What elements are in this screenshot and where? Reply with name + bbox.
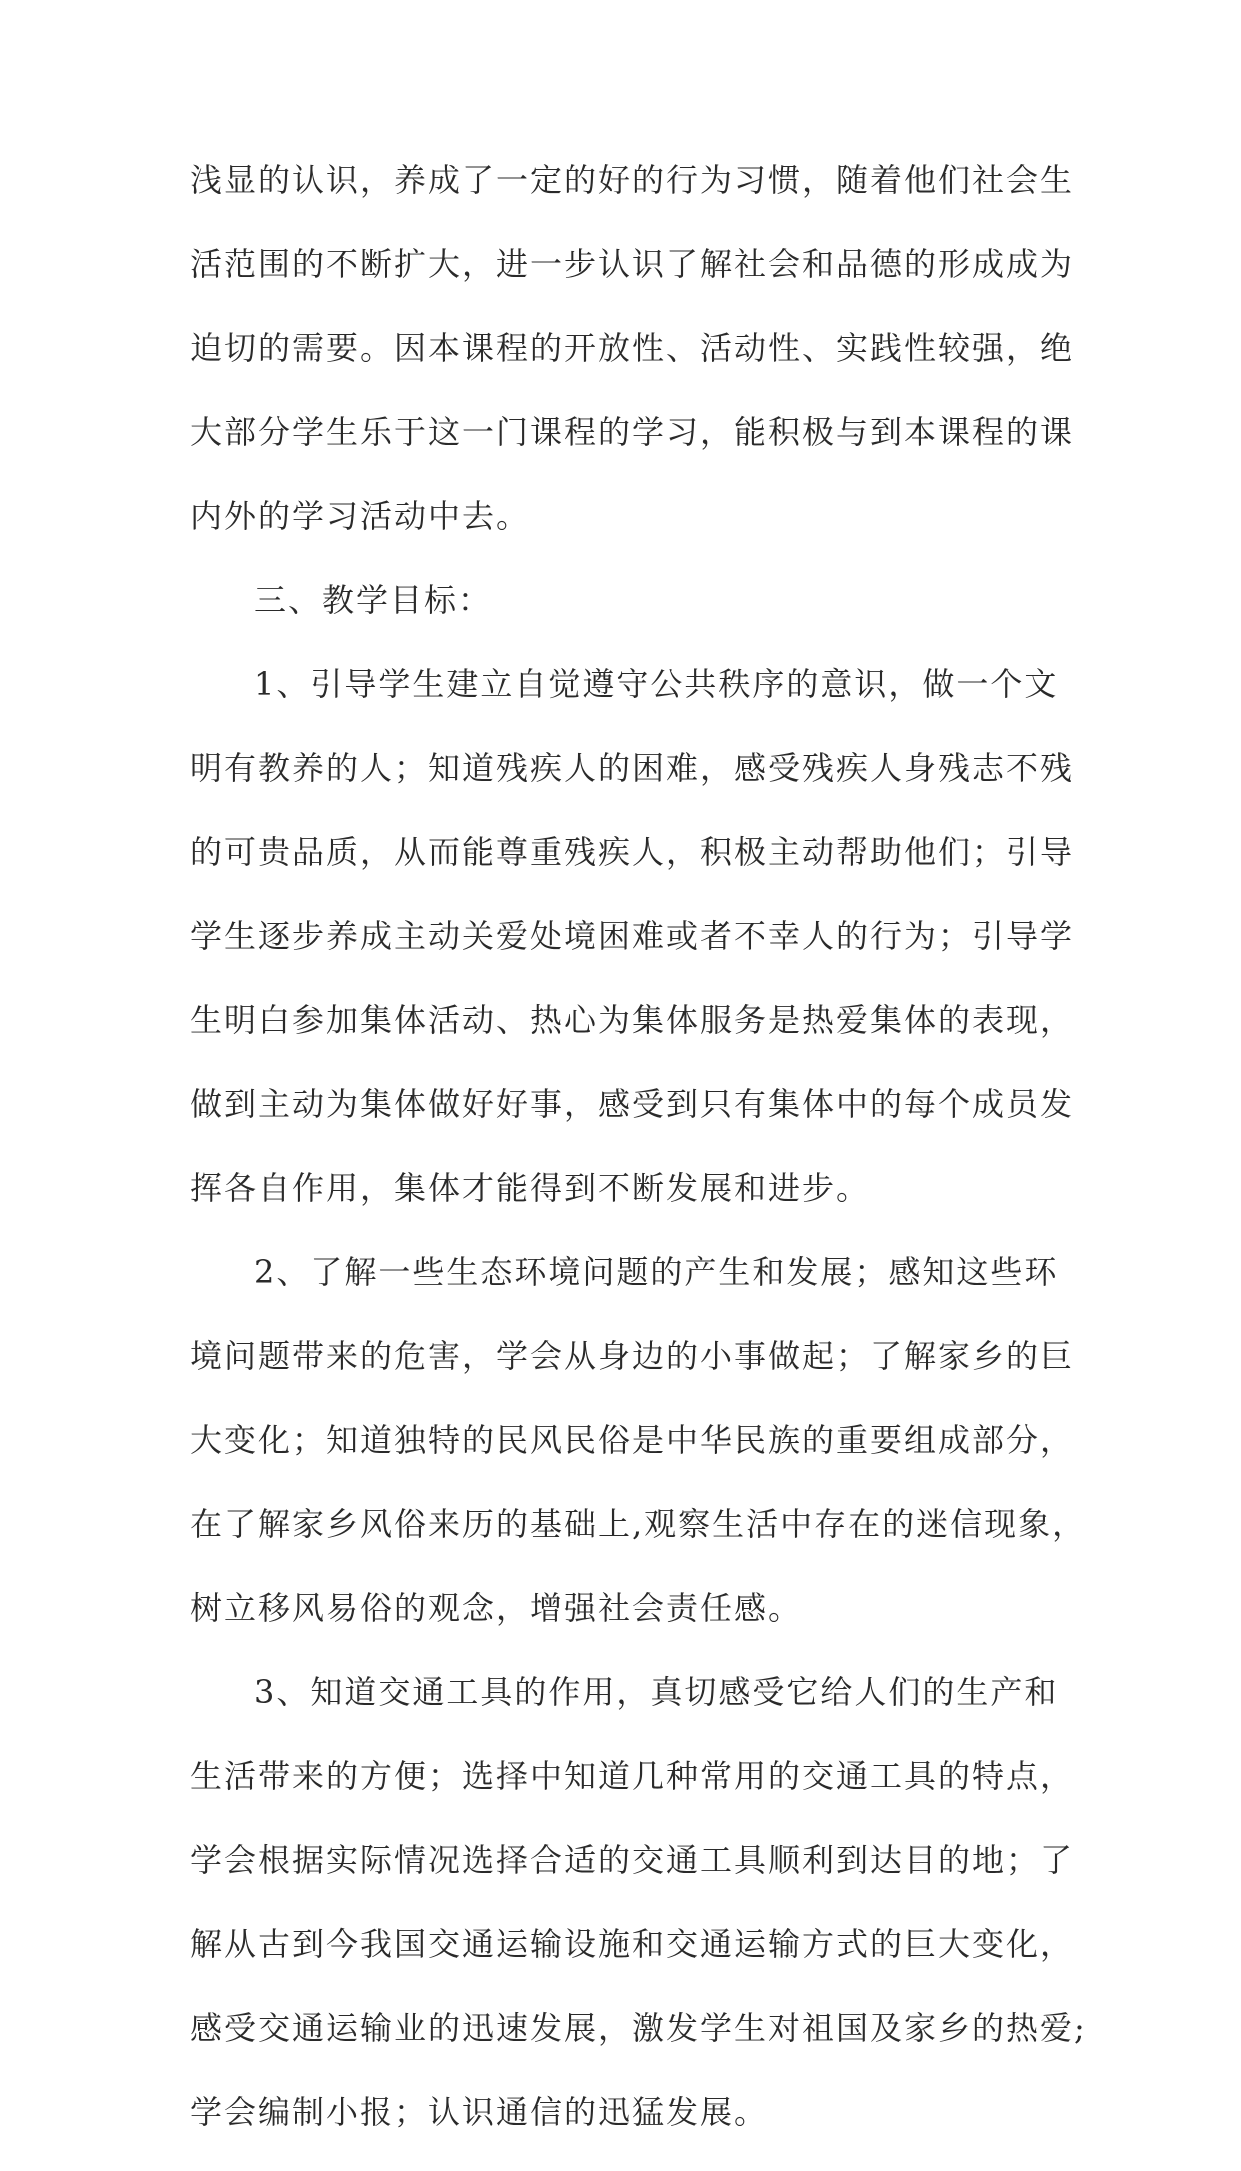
- text-line: 做到主动为集体做好好事，感受到只有集体中的每个成员发: [190, 1085, 1075, 1123]
- text-line: 明有教养的人；知道残疾人的困难，感受残疾人身残志不残: [190, 749, 1075, 787]
- text-line: 树立移风易俗的观念，增强社会责任感。: [190, 1589, 803, 1627]
- text-line: 2、了解一些生态环境问题的产生和发展；感知这些环: [254, 1253, 1059, 1291]
- text-line: 学会根据实际情况选择合适的交通工具顺利到达目的地；了: [190, 1841, 1075, 1879]
- text-line: 在了解家乡风俗来历的基础上,观察生活中存在的迷信现象，: [190, 1505, 1087, 1543]
- text-line: 浅显的认识，养成了一定的好的行为习惯，随着他们社会生: [190, 161, 1075, 199]
- text-line: 迫切的需要。因本课程的开放性、活动性、实践性较强，绝: [190, 329, 1075, 367]
- text-line: 解从古到今我国交通运输设施和交通运输方式的巨大变化，: [190, 1925, 1075, 1963]
- text-line: 3、知道交通工具的作用，真切感受它给人们的生产和: [254, 1673, 1059, 1711]
- text-line: 学会编制小报；认识通信的迅猛发展。: [190, 2093, 769, 2131]
- text-line: 内外的学习活动中去。: [190, 497, 531, 535]
- text-line: 挥各自作用，集体才能得到不断发展和进步。: [190, 1169, 871, 1207]
- text-line: 1、引导学生建立自觉遵守公共秩序的意识，做一个文: [254, 665, 1059, 703]
- text-line: 生明白参加集体活动、热心为集体服务是热爱集体的表现，: [190, 1001, 1075, 1039]
- text-line: 大部分学生乐于这一门课程的学习，能积极与到本课程的课: [190, 413, 1075, 451]
- text-line: 感受交通运输业的迅速发展，激发学生对祖国及家乡的热爱;: [190, 2009, 1087, 2047]
- text-line: 大变化；知道独特的民风民俗是中华民族的重要组成部分，: [190, 1421, 1075, 1459]
- text-line: 的可贵品质，从而能尊重残疾人，积极主动帮助他们；引导: [190, 833, 1075, 871]
- section-heading: 三、教学目标：: [254, 581, 493, 619]
- document-page: [190, 155, 1087, 2171]
- text-line: 生活带来的方便；选择中知道几种常用的交通工具的特点，: [190, 1757, 1075, 1795]
- text-line: 活范围的不断扩大，进一步认识了解社会和品德的形成成为: [190, 245, 1075, 283]
- text-line: 境问题带来的危害，学会从身边的小事做起；了解家乡的巨: [190, 1337, 1075, 1375]
- text-line: 学生逐步养成主动关爱处境困难或者不幸人的行为；引导学: [190, 917, 1075, 955]
